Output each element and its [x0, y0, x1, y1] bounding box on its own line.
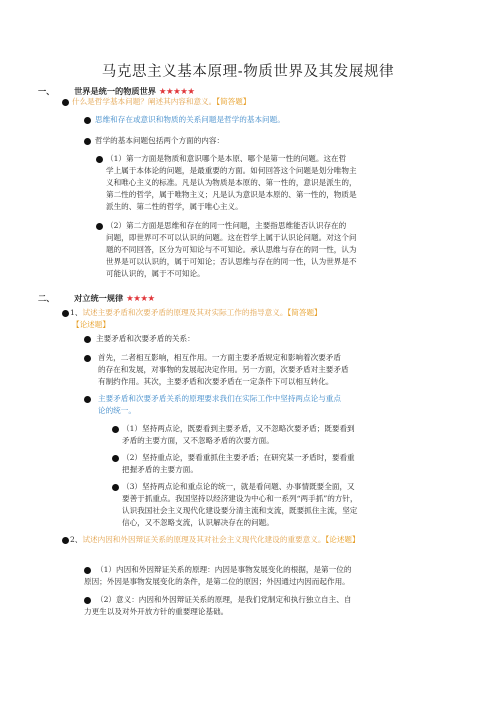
- bullet-icon: [84, 355, 91, 362]
- para-line: 把握矛盾的主要方面。: [122, 465, 198, 474]
- para-line: （1）内因和外因辩证关系的原理：内因是事物发展变化的根据，是第一位的: [96, 565, 352, 574]
- bullet-icon: [96, 156, 103, 163]
- bullet-icon: [84, 117, 91, 124]
- section2-title: 对立统一规律: [74, 293, 124, 303]
- para-line: 题的不同回答，区分为可知论与不可知论。承认思维与存在的同一性，认为: [106, 245, 357, 254]
- para-line: 有制约作用。其次，主要矛盾和次要矛盾在一定条件下可以相互转化。: [98, 377, 334, 386]
- para-line: 信心，又不忽略支流，认识解决存在的问题。: [122, 518, 274, 527]
- bullet-icon: [84, 336, 91, 343]
- bullet-icon: [62, 99, 69, 106]
- question-text: 试述内因和外因辩证关系的原理及其对社会主义现代化建设的重要意义。: [82, 535, 326, 544]
- question-number: 2、: [70, 535, 83, 544]
- para-line: 首先，二者相互影响，相互作用。一方面主要矛盾规定和影响着次要矛盾: [98, 353, 341, 362]
- para-line: （1）第一方面是物质和意识哪个是本原、哪个是第一性的问题。这在哲: [106, 154, 347, 163]
- para-line: 的存在和发展，对事物的发展起决定作用。另一方面，次要矛盾对主要矛盾: [98, 365, 349, 374]
- para-line: 主要矛盾和次要矛盾关系的原理要求我们在实际工作中坚持两点论与重点: [98, 394, 341, 403]
- bullet-icon: [84, 567, 91, 574]
- page-title: 马克思主义基本原理-物质世界及其发展规律: [101, 64, 395, 80]
- question-text: 试述主要矛盾和次要矛盾的原理及其对实际工作的指导意义。: [82, 308, 288, 317]
- section1-number: 一、: [38, 86, 55, 96]
- para-line: （2）坚持重点论，要看重抓住主要矛盾；在研究某一矛盾时，要看重: [122, 453, 355, 462]
- section2-question1: [70, 308, 322, 318]
- section2-stars: ★★★★: [126, 294, 155, 304]
- section2-number: 二、: [38, 293, 55, 303]
- para-line: 可能认识的，属于不可知论。: [106, 269, 205, 278]
- bullet-icon: [112, 426, 119, 433]
- answer-line: 思维和存在或意识和物质的关系问题是哲学的基本问题。: [95, 115, 285, 124]
- answer-line: 主要矛盾和次要矛盾的关系：: [96, 334, 195, 343]
- question-tag: 【简答题】: [287, 308, 322, 317]
- para-line: 要善于抓重点。我国坚持以经济建设为中心和一系列“两手抓”的方针，: [122, 494, 358, 503]
- question-number: 1、: [70, 308, 83, 317]
- para-line: 义和唯心主义的标准。凡是认为物质是本原的、第一性的，意识是派生的，: [106, 178, 357, 187]
- bullet-icon: [112, 484, 119, 491]
- bullet-icon: [84, 396, 91, 403]
- bullet-icon: [96, 223, 103, 230]
- question-tag: 【论述题】: [325, 535, 360, 544]
- bullet-icon: [84, 138, 91, 145]
- para-line: 认识我国社会主义现代化建设要分清主流和支流，既要抓住主流，坚定: [122, 506, 358, 515]
- para-line: （1）坚持两点论，既要看到主要矛盾，又不忽略次要矛盾；既要看到: [122, 424, 355, 433]
- section1-stars: ★★★★★: [158, 87, 195, 97]
- para-line: 矛盾的主要方面，又不忽略矛盾的次要方面。: [122, 436, 274, 445]
- para-line: （3）坚持两点论和重点论的统一，就是看问题、办事情既要全面，又: [122, 482, 355, 491]
- para-line: 论的统一。: [98, 406, 136, 415]
- section2-heading: [38, 293, 155, 304]
- para-line: 世界是可以认识的，属于可知论；否认思维与存在的同一性，认为世界是不: [106, 257, 357, 266]
- para-line: 学上属于本体论的问题，是最重要的方面。如何回答这个问题是划分唯物主: [106, 166, 357, 175]
- para-line: 力更生以及对外开放方针的重要理论基础。: [84, 607, 229, 616]
- answer-line: 哲学的基本问题包括两个方面的内容：: [95, 136, 225, 145]
- section1-heading: [38, 86, 194, 97]
- section1-question: [72, 97, 250, 107]
- para-line: 第二性的哲学，属于唯物主义；凡是认为意识是本原的、第一性的，物质是: [106, 190, 357, 199]
- bullet-icon: [62, 310, 69, 317]
- para-line: 问题，即世界可不可以认识的问题。这在哲学上属于认识论问题。对这个问: [106, 233, 357, 242]
- question-tag: 【简答题】: [216, 97, 251, 106]
- bullet-icon: [84, 597, 91, 604]
- para-line: （2）第二方面是思维和存在的同一性问题，主要指思维能否认识存在的: [106, 221, 347, 230]
- para-line: 派生的、第二性的哲学，属于唯心主义。: [106, 202, 243, 211]
- para-line: 原因；外因是事物发展变化的条件，是第二位的原因；外因通过内因而起作用。: [84, 577, 350, 586]
- question-text: 什么是哲学基本问题？阐述其内容和意义。: [72, 97, 217, 106]
- bullet-icon: [112, 455, 119, 462]
- para-line: （2）意义：内因和外因辩证关系的原理，是我们党制定和执行独立自主、自: [96, 595, 352, 604]
- question-tag: 【论述题】: [72, 320, 110, 329]
- section2-question2: [70, 535, 360, 545]
- section1-title: 世界是统一的物质世界: [74, 86, 156, 96]
- bullet-icon: [62, 537, 69, 544]
